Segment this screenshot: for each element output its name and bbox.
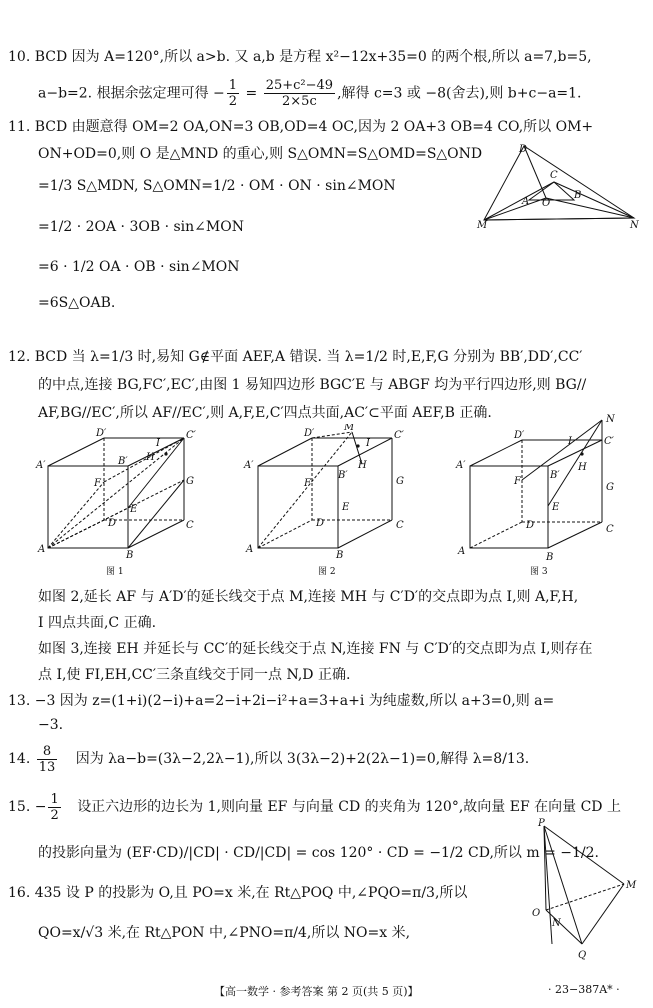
svg-text:A′: A′ bbox=[244, 460, 254, 471]
svg-text:I: I bbox=[568, 436, 572, 447]
triangle-mnd-diagram bbox=[474, 142, 644, 232]
svg-text:A: A bbox=[246, 544, 254, 555]
svg-text:P: P bbox=[538, 818, 545, 829]
pyramid-pomq-diagram bbox=[524, 818, 649, 963]
svg-text:A: A bbox=[458, 546, 466, 557]
svg-text:G: G bbox=[396, 476, 404, 487]
q11-line6: =6S△OAB. bbox=[38, 295, 116, 311]
svg-text:D′: D′ bbox=[304, 428, 315, 439]
q10-line1: 10. BCD 因为 A=120°,所以 a>b. 又 a,b 是方程 x²−12x+35=0 的两个根,所以 a=7,b=5, bbox=[8, 49, 592, 65]
svg-text:G: G bbox=[606, 482, 614, 493]
svg-text:A: A bbox=[38, 544, 46, 555]
q12-line4: 如图 2,延长 AF 与 A′D′的延长线交于点 M,连接 MH 与 C′D′的交点即为点 I,则 A,F,H, bbox=[38, 589, 579, 605]
q11-line3: =1/3 S△MDN, S△OMN=1/2 · OM · ON · sin∠MON bbox=[38, 178, 396, 194]
cube-figure-3 bbox=[452, 414, 642, 578]
svg-text:M: M bbox=[626, 880, 637, 891]
cube-figure-2 bbox=[240, 424, 430, 578]
q14-answer-fraction: $\frac{8}{13}$ bbox=[38, 743, 56, 775]
svg-text:M: M bbox=[477, 220, 488, 231]
q10-line2: a−b=2. 根据余弦定理可得 − $\frac{1}{2}$ = $\frac{\text{25+c²−49}}{2\times 5c}$ ,解得 c=3 或 −8(舍去),则 b+c−a=1. bbox=[38, 78, 582, 109]
q13-line2: −3. bbox=[38, 717, 64, 733]
q13-line1: 13. −3 因为 z=(1+i)(2−i)+a=2−i+2i−i²+a=3+a+i 为纯虚数,所以 a+3=0,则 a= bbox=[8, 693, 555, 709]
svg-text:G: G bbox=[186, 476, 194, 487]
page-footer-center: 【高一数学 · 参考答案 第 2 页(共 5 页)】 bbox=[214, 985, 419, 998]
q12-line6: 如图 3,连接 EH 并延长与 CC′的延长线交于点 N,连接 FN 与 C′D′的交点即为点 I,则存在 bbox=[38, 641, 593, 657]
svg-text:B: B bbox=[336, 550, 344, 561]
q16-line2: QO=x/√3 米,在 Rt△PON 中,∠PNO=π/4,所以 NO=x 米, bbox=[38, 925, 411, 941]
svg-text:H: H bbox=[578, 462, 587, 473]
svg-text:A: A bbox=[522, 196, 530, 207]
q15-line2: 的投影向量为 (EF·CD)/|CD| · CD/|CD| = cos 120° · CD = −1/2 CD,所以 m = −1/2. bbox=[38, 845, 599, 861]
svg-text:E: E bbox=[130, 504, 138, 515]
q11-line1: 11. BCD 由题意得 OM=2 OA,ON=3 OB,OD=4 OC,因为 2 OA+3 OB=4 CO,所以 OM+ bbox=[8, 119, 594, 135]
svg-text:C: C bbox=[396, 520, 404, 531]
q12-line5: I 四点共面,C 正确. bbox=[38, 615, 157, 631]
svg-text:B′: B′ bbox=[118, 456, 128, 467]
svg-text:O: O bbox=[532, 908, 541, 919]
svg-text:F: F bbox=[304, 478, 311, 489]
svg-text:A′: A′ bbox=[36, 460, 46, 471]
svg-text:B: B bbox=[126, 550, 134, 561]
q10-fraction-2: $\frac{\text{25+c²−49}}{2\times 5c}$ bbox=[265, 78, 334, 109]
svg-text:D′: D′ bbox=[514, 430, 525, 441]
page-footer-right: · 23−387A* · bbox=[548, 983, 620, 996]
svg-text:C′: C′ bbox=[394, 430, 404, 441]
svg-text:N: N bbox=[630, 220, 639, 231]
svg-text:B′: B′ bbox=[338, 470, 348, 481]
svg-text:E: E bbox=[342, 502, 350, 513]
svg-text:O: O bbox=[542, 198, 551, 209]
svg-text:B: B bbox=[546, 552, 554, 563]
q11-line4: =1/2 · 2OA · 3OB · sin∠MON bbox=[38, 219, 244, 235]
svg-text:F: F bbox=[94, 478, 101, 489]
cube-figure-1 bbox=[34, 428, 214, 578]
svg-text:C′: C′ bbox=[604, 436, 614, 447]
svg-text:M: M bbox=[344, 424, 355, 433]
svg-text:N: N bbox=[552, 918, 561, 929]
q12-line3: AF,BG//EC′,所以 AF//EC′,则 A,F,E,C′四点共面,AC′⊂平面 AEF,B 正确. bbox=[38, 405, 492, 421]
q15-line1: 15. − $\frac{1}{2}$ 设正六边形的边长为 1,则向量 EF 与向量 CD 的夹角为 120°,故向量 EF 在向量 CD 上 bbox=[8, 791, 621, 823]
svg-text:D: D bbox=[526, 520, 535, 531]
svg-text:C: C bbox=[186, 520, 194, 531]
q12-line2: 的中点,连接 BG,FC′,EC′,由图 1 易知四边形 BGC′E 与 ABGF 均为平行四边形,则 BG// bbox=[38, 377, 587, 393]
q14-line: 14. $\frac{8}{13}$ 因为 λa−b=(3λ−2,2λ−1),所以 3(3λ−2)+2(2λ−1)=0,解得 λ=8/13. bbox=[8, 743, 530, 775]
q15-answer-fraction: $\frac{1}{2}$ bbox=[50, 791, 59, 823]
svg-text:C: C bbox=[550, 170, 558, 181]
svg-text:H: H bbox=[146, 452, 155, 463]
svg-text:B′: B′ bbox=[550, 470, 560, 481]
fig3-caption: 图 3 bbox=[530, 567, 548, 577]
q11-line5: =6 · 1/2 OA · OB · sin∠MON bbox=[38, 259, 240, 275]
svg-text:D: D bbox=[108, 518, 117, 529]
svg-text:D′: D′ bbox=[96, 428, 107, 439]
svg-text:A′: A′ bbox=[456, 460, 466, 471]
svg-text:F: F bbox=[514, 476, 521, 487]
svg-text:N: N bbox=[606, 414, 615, 425]
svg-text:Q: Q bbox=[578, 950, 587, 961]
svg-text:H: H bbox=[358, 460, 367, 471]
svg-text:C: C bbox=[606, 524, 614, 535]
svg-text:D: D bbox=[316, 518, 325, 529]
q10-fraction-1: $\frac{1}{2}$ bbox=[228, 78, 238, 109]
svg-text:I: I bbox=[156, 438, 160, 449]
svg-text:B: B bbox=[574, 190, 582, 201]
q16-line1: 16. 435 设 P 的投影为 O,且 PO=x 米,在 Rt△POQ 中,∠PQO=π/3,所以 bbox=[8, 885, 468, 901]
svg-text:D: D bbox=[519, 144, 528, 155]
fig2-caption: 图 2 bbox=[318, 567, 336, 577]
svg-text:I: I bbox=[366, 438, 370, 449]
q11-line2: ON+OD=0,则 O 是△MND 的重心,则 S△OMN=S△OMD=S△OND bbox=[38, 146, 483, 162]
fig1-caption: 图 1 bbox=[106, 567, 124, 577]
q12-line7: 点 I,使 FI,EH,CC′三条直线交于同一点 N,D 正确. bbox=[38, 667, 351, 683]
svg-text:C′: C′ bbox=[186, 430, 196, 441]
svg-text:E: E bbox=[552, 502, 560, 513]
q12-line1: 12. BCD 当 λ=1/3 时,易知 G∉平面 AEF,A 错误. 当 λ=1/2 时,E,F,G 分别为 BB′,DD′,CC′ bbox=[8, 349, 583, 365]
